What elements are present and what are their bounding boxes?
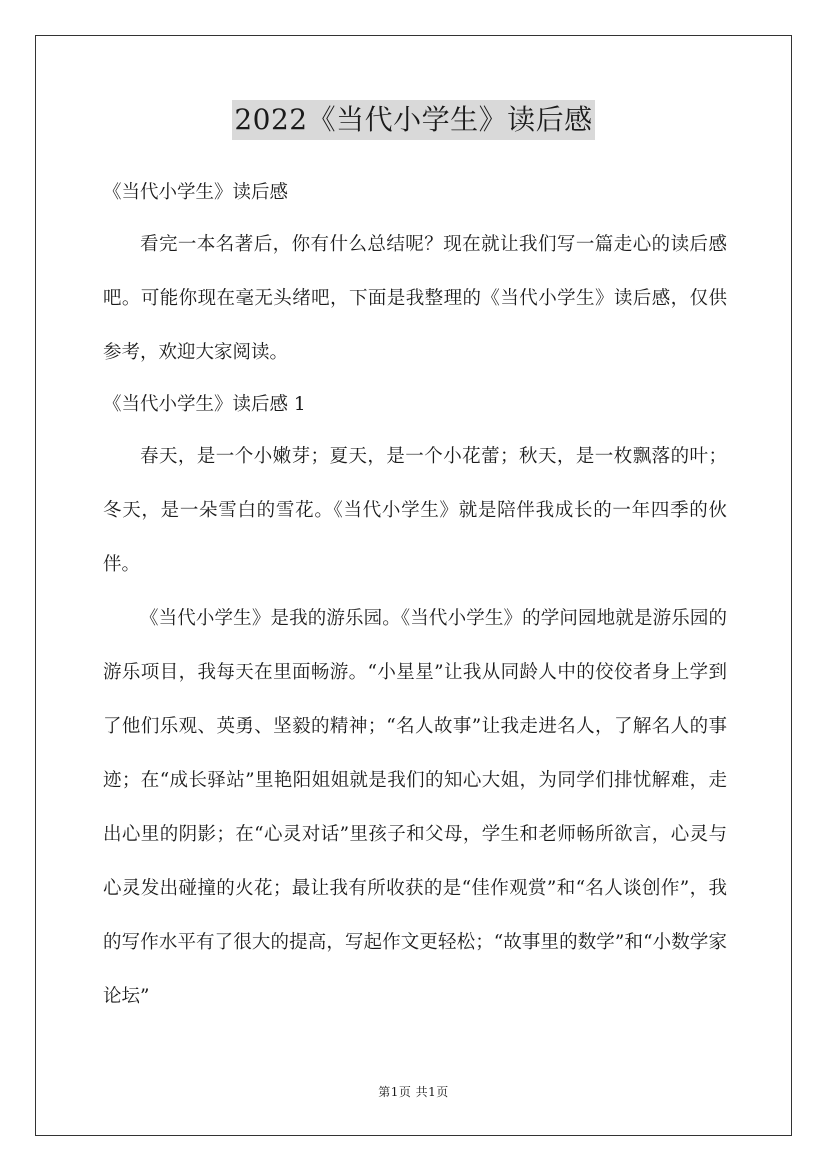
subtitle: 《当代小学生》读后感 (103, 182, 289, 203)
intro-paragraph: 看完一本名著后，你有什么总结呢？现在就让我们写一篇走心的读后感吧。可能你现在毫无头绪吧，下面是我整理的《当代小学生》读后感，仅供参考，欢迎大家阅读。 (103, 234, 727, 363)
section-heading: 《当代小学生》读后感 1 (103, 394, 306, 415)
title-wrap (0, 100, 827, 140)
page-footer: 第1页 共1页 (378, 1085, 449, 1099)
body-paragraph: 春天，是一个小嫩芽；夏天，是一个小花蕾；秋天，是一枚飘落的叶；冬天，是一朵雪白的雪花。《当代小学生》就是陪伴我成长的一年四季的伙伴。 (103, 446, 727, 575)
document-body (103, 168, 727, 1024)
document-title: 2022《当代小学生》读后感 (232, 100, 594, 140)
body-paragraph: 《当代小学生》是我的游乐园。《当代小学生》的学问园地就是游乐园的游乐项目，我每天在里面畅游。“小星星”让我从同龄人中的佼佼者身上学到了他们乐观、英勇、坚毅的精神；“名人故事”让我走进名人，了解名人的事迹；在“成长驿站”里艳阳姐姐就是我们的知心大姐，为同学们排忧解难，走出心里的阴影；在“心灵对话”里孩子和父母，学生和老师畅所欲言，心灵与心灵发出碰撞的火花；最让我有所收获的是“佳作观赏”和“名人谈创作”，我的写作水平有了很大的提高，写起作文更轻松；“故事里的数学”和“小数学家论坛” (103, 608, 727, 1007)
